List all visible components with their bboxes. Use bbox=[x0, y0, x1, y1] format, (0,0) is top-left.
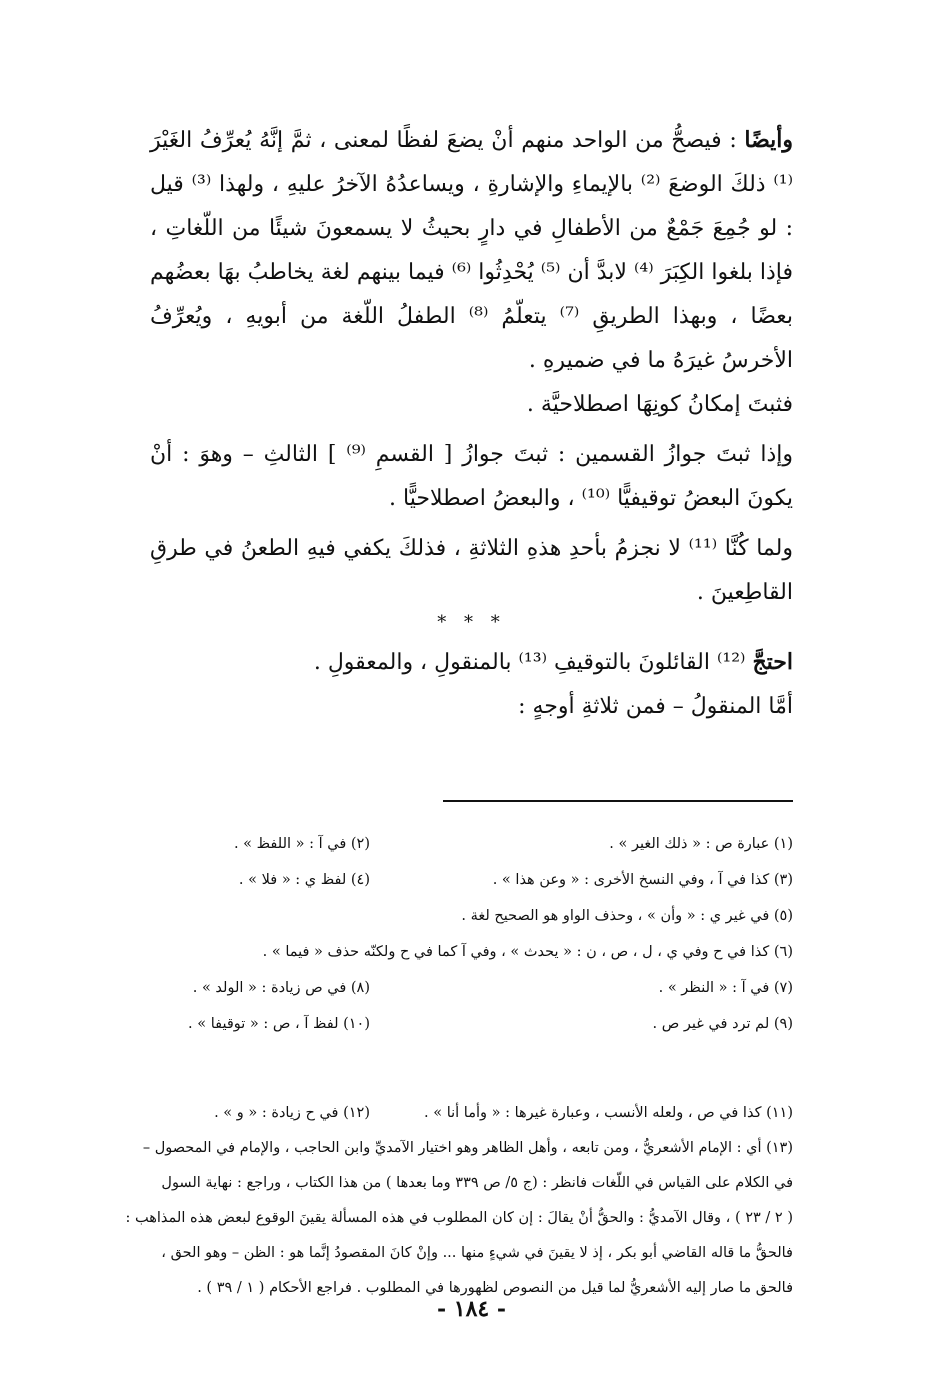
footnote-row bbox=[140, 862, 793, 898]
footnote-13-line-1: (١٣) أي : الإمام الأشعريُّ ، ومن تابعه ، وأهل الظاهر وهو اختيار الآمديِّ وابن الحاجب ، والإمام في المحصول – bbox=[142, 1140, 793, 1156]
paragraph-4: ولما كُنَّا ⁽¹¹⁾ لا نجزمُ بأحدِ هذهِ الثلاثةِ ، فذلكَ يكفي فيهِ الطعنُ في طرقِ القاطِعينَ . bbox=[150, 536, 793, 605]
footnote-10: (١٠) لفظ آ ، ص : « توقيفا » . bbox=[188, 1016, 370, 1032]
main-text bbox=[150, 118, 793, 615]
footnote-8: (٨) في ص زيادة : « الولد » . bbox=[192, 980, 370, 996]
section-separator: * * * bbox=[437, 612, 506, 633]
footnote-row bbox=[140, 1096, 793, 1131]
footnote-1: (١) عبارة ص : « ذلك الغير » . bbox=[609, 836, 793, 852]
paragraph-1-lead: وأيضًا bbox=[744, 127, 793, 153]
footnote-4: (٤) لفظ ي : « فلا » . bbox=[238, 872, 370, 888]
paragraph-2: فثبتَ إمكانُ كونِهَا اصطلاحيَّة . bbox=[526, 392, 793, 417]
footnote-6: (٦) كذا في ح وفي ي ، ل ، ص ، ن : « يحدث » ، وفي آ كما في ح ولكنّه حذف « فيما » . bbox=[262, 944, 793, 960]
arguments-line-2: أمَّا المنقولُ – فمن ثلاثةِ أوجهٍ : bbox=[518, 694, 793, 719]
footnote-7: (٧) في آ : « النظر » . bbox=[658, 980, 793, 996]
footnote-row bbox=[140, 1006, 793, 1042]
footnote-divider bbox=[443, 800, 793, 802]
footnote-13-line-5: فالحق ما صار إليه الأشعريُّ لما قيل من النصوص لظهورها في المطلوب . فراجع الأحكام ( ١ / ٣٩ ) . bbox=[197, 1280, 793, 1296]
page-number: - ١٨٤ - bbox=[436, 1296, 507, 1322]
footnotes-continued bbox=[125, 1096, 793, 1306]
footnote-9: (٩) لم ترد في غير ص . bbox=[652, 1016, 793, 1032]
paragraph-1 bbox=[150, 118, 793, 383]
footnote-3: (٣) كذا في آ ، وفي النسخ الأخرى : « وعن هذا » . bbox=[492, 872, 793, 888]
footnote-11: (١١) كذا في ص ، ولعله الأنسب ، وعبارة غيرها : « وأما أنا » . bbox=[424, 1105, 793, 1121]
footnotes bbox=[140, 826, 793, 1042]
arguments-line-1: ⁽¹²⁾ القائلونَ بالتوقيفِ ⁽¹³⁾ بالمنقولِ ، والمعقولِ . bbox=[313, 650, 753, 675]
footnote-row bbox=[140, 826, 793, 862]
footnote-row bbox=[140, 970, 793, 1006]
footnote-13-line-3: ( ٢ / ٢٣ ) ، وقال الآمديُّ : والحقُّ أنْ يقالَ : إن كان المطلوب في هذه المسألة يقينَ الوقوع لبعض هذه المذاهب : bbox=[125, 1210, 793, 1226]
paragraph-3: وإذا ثبتَ جوازُ القسمين : ثبتَ جوازُ [ القسمِ ⁽⁹⁾ ] الثالثِ – وهوَ : أنْ يكونَ البعضُ توقيفيًّا ⁽¹⁰⁾ ، والبعضُ اصطلاحيًّا . bbox=[150, 442, 794, 511]
arguments-intro bbox=[150, 640, 793, 685]
footnote-5: (٥) في غير ي : « وأن » ، وحذف الواو هو الصحيح لغة . bbox=[461, 908, 793, 924]
arguments-lead: احتجَّ bbox=[752, 649, 793, 675]
footnote-13-line-2: في الكلام على القياس في اللّغات فانظر : (ج ٥/ ص ٣٣٩ وما بعدها ) من هذا الكتاب ، وراجع : نهاية السول bbox=[161, 1175, 793, 1191]
footnote-12: (١٢) في ح زيادة : « و » . bbox=[214, 1105, 370, 1121]
footnote-13-line-4: فالحقُّ ما قاله القاضي أبو بكر ، إذ لا يقينَ في شيءٍ منها ... وإنْ كانَ المقصودُ إنَّما هو : الظن – وهو الحق ، bbox=[161, 1245, 793, 1261]
footnote-2: (٢) في آ : « اللفظ » . bbox=[233, 836, 370, 852]
arguments-section bbox=[150, 640, 793, 729]
paragraph-1-text: : فيصحُّ من الواحد منهم أنْ يضعَ لفظًا لمعنى ، ثمَّ إنَّهُ يُعرِّفُ الغَيْرَ ⁽¹⁾ ذلكَ الوضعَ ⁽²⁾ بالإيماءِ والإشارةِ ، ويساعدُهُ الآخرُ عليهِ ، ولهذا ⁽³⁾ قيل : لو جُمِعَ جَمْعٌ من الأطفالِ في دارٍ بحيثُ لا يسمعونَ شيئًا من اللّغاتِ ، فإذا بلغوا الكِبَرَ ⁽⁴⁾ لابدَّ أن ⁽⁵⁾ يُحْدِثُوا ⁽⁶⁾ فيما بينهم لغة يخاطبُ بهَا بعضُهم بعضًا ، وبهذا الطريقِ ⁽⁷⁾ يتعلّمُ ⁽⁸⁾ الطفلُ اللّغة من أبويهِ ، ويُعرِّفُ الأخرسُ غيرَهُ ما في ضميرهِ . bbox=[150, 128, 794, 373]
